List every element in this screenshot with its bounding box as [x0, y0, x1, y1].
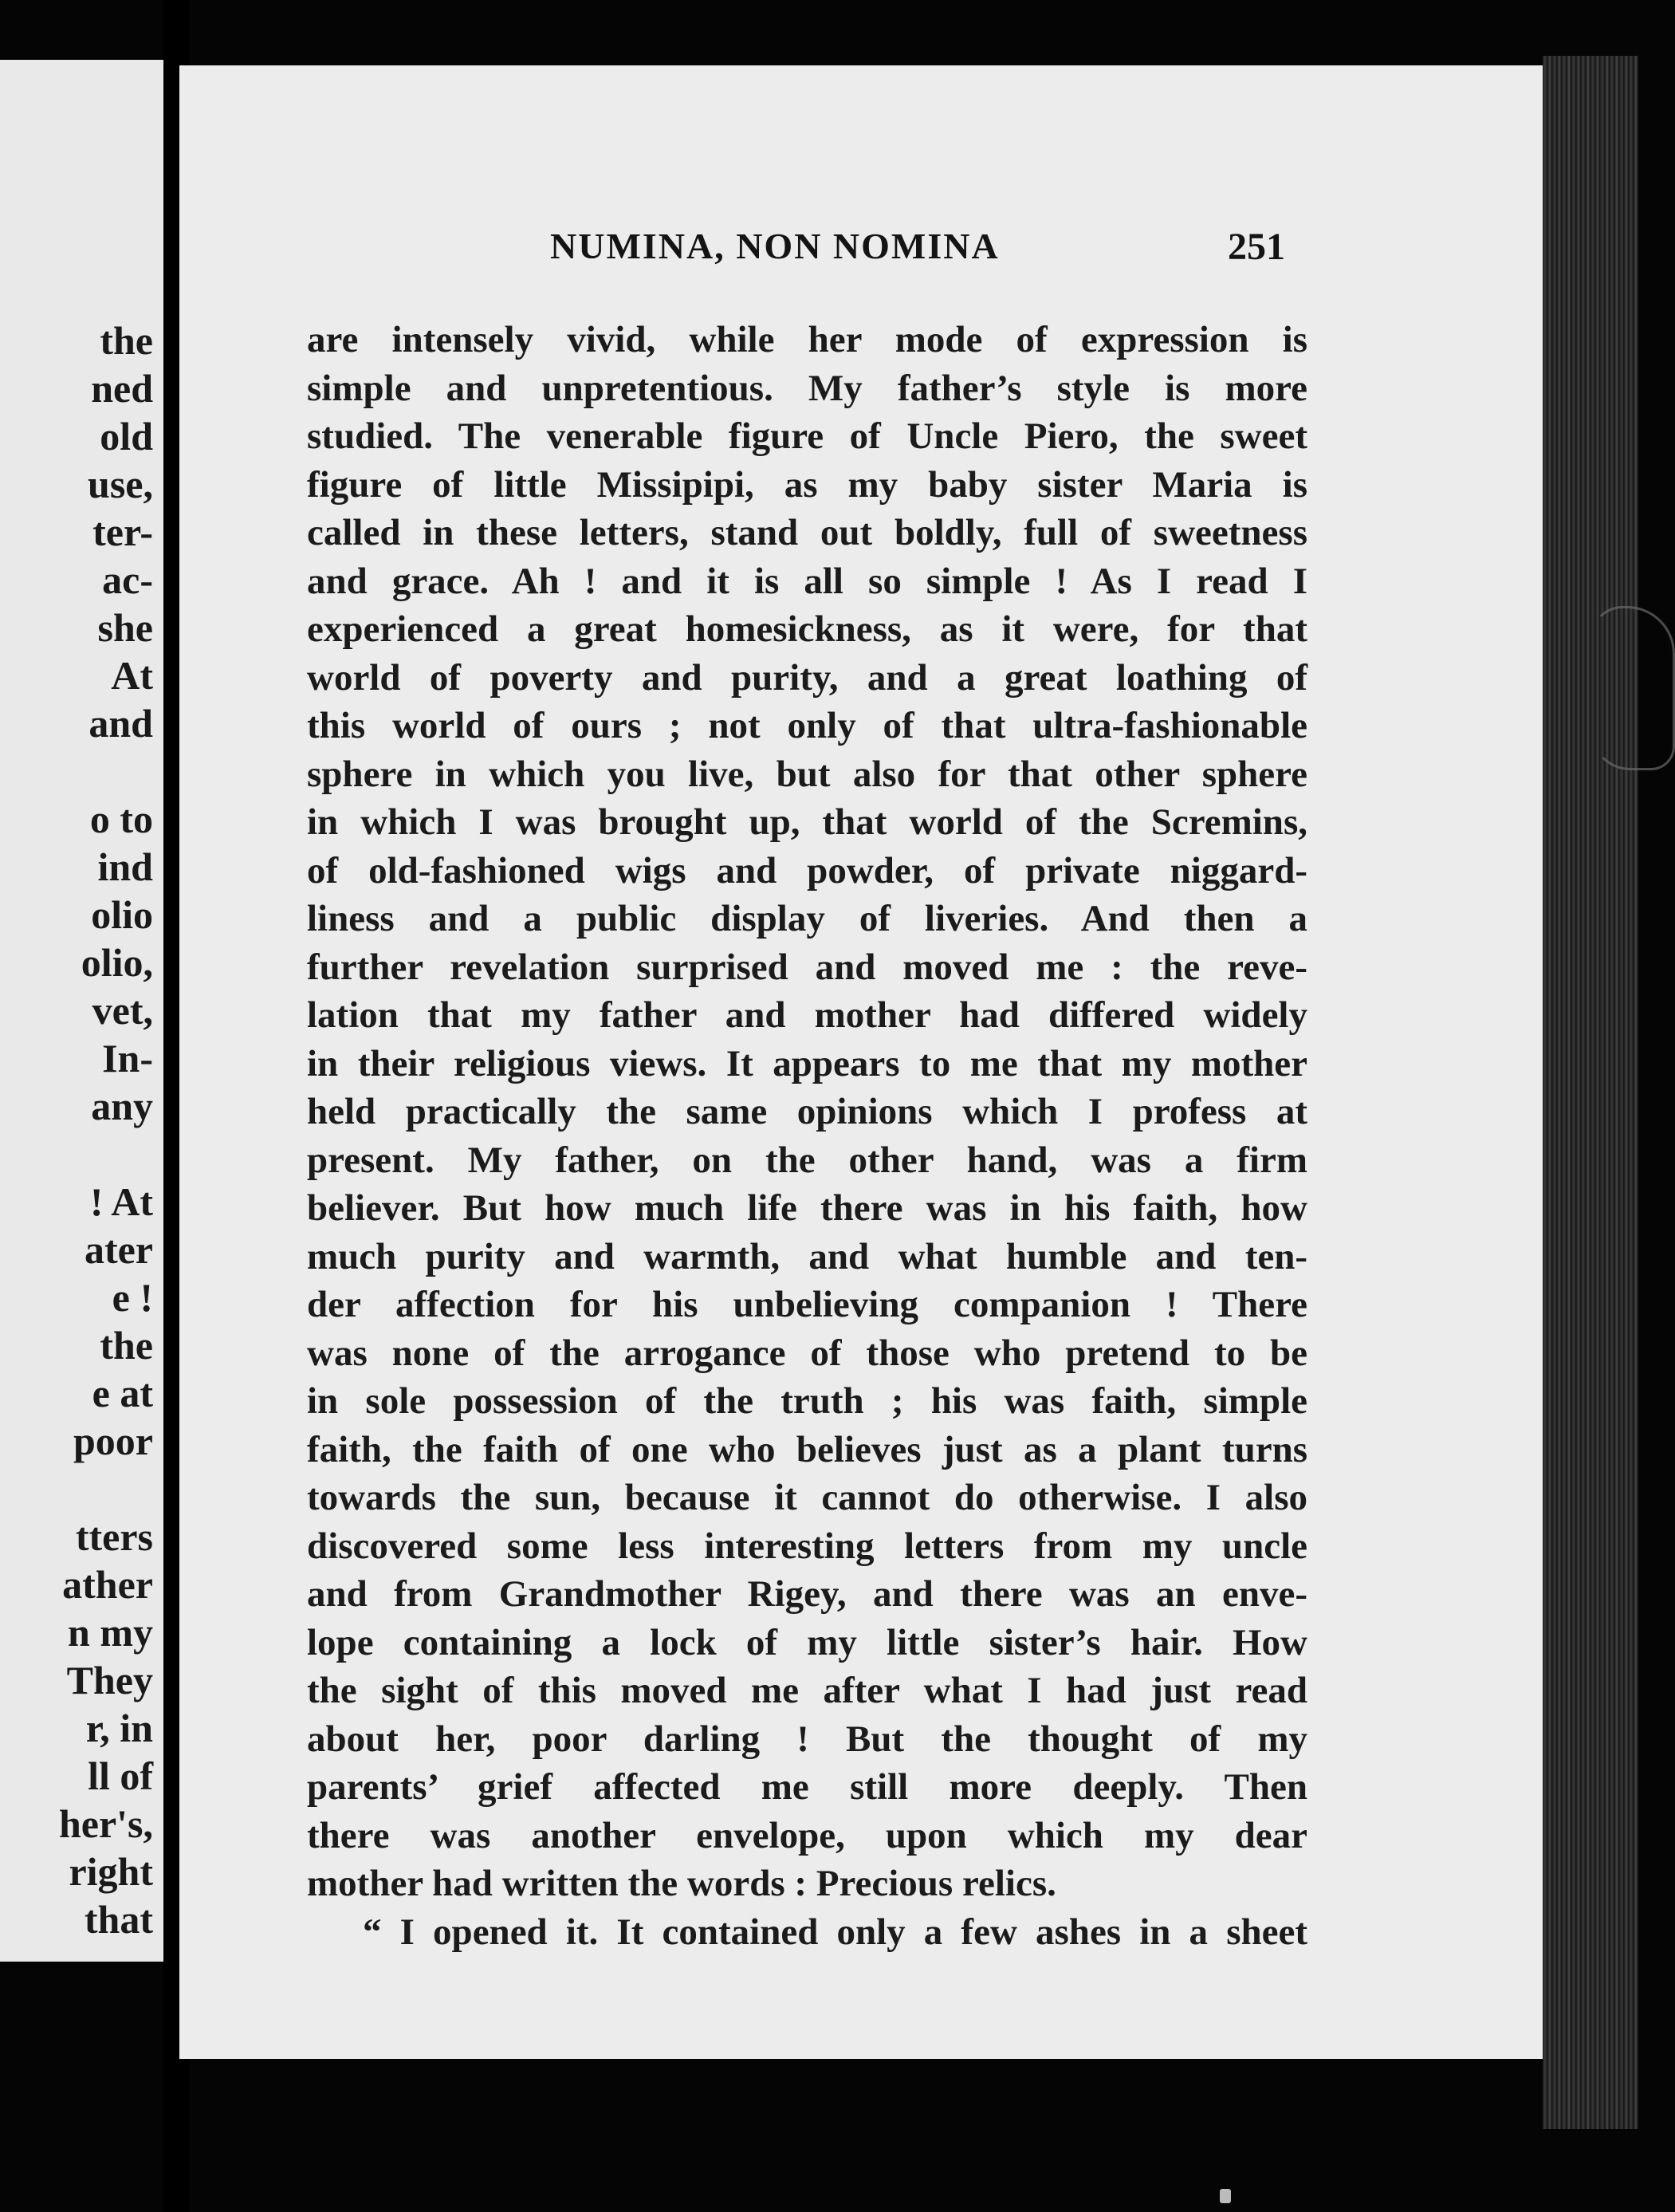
left-page-line: and [88, 701, 153, 746]
text-line: world of poverty and purity, and a great loathing of [307, 656, 1307, 699]
left-page-line: They [66, 1658, 153, 1702]
text-line: der affection for his unbelieving companion ! There [307, 1284, 1307, 1325]
text-line: and from Grandmother Rigey, and there was an enve- [307, 1573, 1307, 1615]
text-line: and grace. Ah ! and it is all so simple ! As I read I [307, 560, 1307, 602]
left-page-line: o to [89, 797, 153, 841]
text-line: further revelation surprised and moved me : the reve- [307, 946, 1307, 988]
left-page-line: In- [102, 1036, 153, 1080]
margin-scribble [1590, 606, 1675, 770]
text-line: called in these letters, stand out boldly, full of sweetness [307, 512, 1307, 553]
text-line: liness and a public display of liveries. And then a [307, 898, 1307, 939]
text-line: believer. But how much life there was in his faith, how [307, 1187, 1307, 1229]
text-line: in which I was brought up, that world of the Scremins, [307, 801, 1307, 843]
text-line: lation that my father and mother had differed widely [307, 994, 1307, 1036]
text-line: faith, the faith of one who believes just as a plant turns [307, 1428, 1307, 1470]
text-line: was none of the arrogance of those who pretend to be [307, 1332, 1307, 1374]
bottom-mark [1220, 2189, 1231, 2203]
text-line: experienced a great homesickness, as it were, for that [307, 608, 1307, 650]
left-page-line: poor [73, 1419, 153, 1463]
text-line: the sight of this moved me after what I had just read [307, 1670, 1307, 1711]
left-page-line: n my [68, 1610, 153, 1655]
left-page-line: ater [84, 1227, 153, 1272]
text-line: held practically the same opinions which I profess at [307, 1091, 1307, 1132]
text-line: this world of ours ; not only of that ultra-fashionable [307, 705, 1307, 746]
left-page-line: ll of [88, 1753, 153, 1798]
left-page-line: that [84, 1897, 153, 1942]
left-page-line: olio, [81, 940, 153, 985]
left-page [0, 60, 167, 1962]
page-number: 251 [1228, 226, 1285, 268]
left-page-line: ! At [89, 1179, 153, 1224]
left-page-line: any [91, 1084, 153, 1128]
left-page-line: e ! [112, 1275, 153, 1320]
left-page-line: ned [91, 366, 153, 411]
left-page-line: right [69, 1849, 153, 1894]
text-line: towards the sun, because it cannot do otherwise. I also [307, 1477, 1307, 1518]
text-line: in sole possession of the truth ; his was faith, simple [307, 1380, 1307, 1422]
left-page-line: vet, [92, 988, 153, 1033]
body-text [307, 316, 1307, 1956]
left-page-line: the [100, 318, 153, 363]
text-line: “ I opened it. It contained only a few ashes in a sheet [363, 1911, 1307, 1953]
left-page-line: old [100, 414, 153, 459]
text-line: simple and unpretentious. My father’s style is more [307, 367, 1307, 409]
text-line: discovered some less interesting letters from my uncle [307, 1525, 1307, 1567]
running-head: NUMINA, NON NOMINA [550, 226, 1000, 266]
left-page-line: r, in [85, 1706, 153, 1750]
text-line: mother had written the words : Precious relics. [307, 1863, 1056, 1904]
text-line: there was another envelope, upon which my dear [307, 1814, 1307, 1856]
text-line: present. My father, on the other hand, was a firm [307, 1139, 1307, 1181]
text-line: in their religious views. It appears to me that my mother [307, 1042, 1307, 1084]
text-line: about her, poor darling ! But the thought of my [307, 1718, 1307, 1760]
text-line: sphere in which you live, but also for that other sphere [307, 753, 1307, 795]
text-line: much purity and warmth, and what humble and ten- [307, 1235, 1307, 1277]
text-line: figure of little Missipipi, as my baby sister Maria is [307, 463, 1307, 506]
text-line: lope containing a lock of my little sister’s hair. How [307, 1621, 1307, 1663]
left-page-line: her's, [58, 1801, 153, 1846]
left-page-line: ind [97, 844, 153, 889]
left-page-line: olio [91, 892, 153, 937]
left-page-line: use, [88, 462, 153, 506]
left-page-line: At [111, 653, 153, 698]
left-page-line: e at [92, 1371, 153, 1415]
left-page-line: she [97, 605, 153, 650]
left-page-line: tters [75, 1514, 153, 1559]
text-line: of old-fashioned wigs and powder, of private niggard- [307, 849, 1307, 891]
left-page-line: ter- [92, 510, 153, 554]
text-line: studied. The venerable figure of Uncle Piero, the sweet [307, 415, 1307, 457]
left-page-line: the [100, 1323, 153, 1368]
left-page-line: ac- [102, 557, 153, 602]
text-line: parents’ grief affected me still more deeply. Then [307, 1766, 1307, 1808]
text-line: are intensely vivid, while her mode of expression is [307, 319, 1307, 360]
left-page-line: ather [62, 1562, 153, 1607]
page-edges [1543, 56, 1638, 2129]
